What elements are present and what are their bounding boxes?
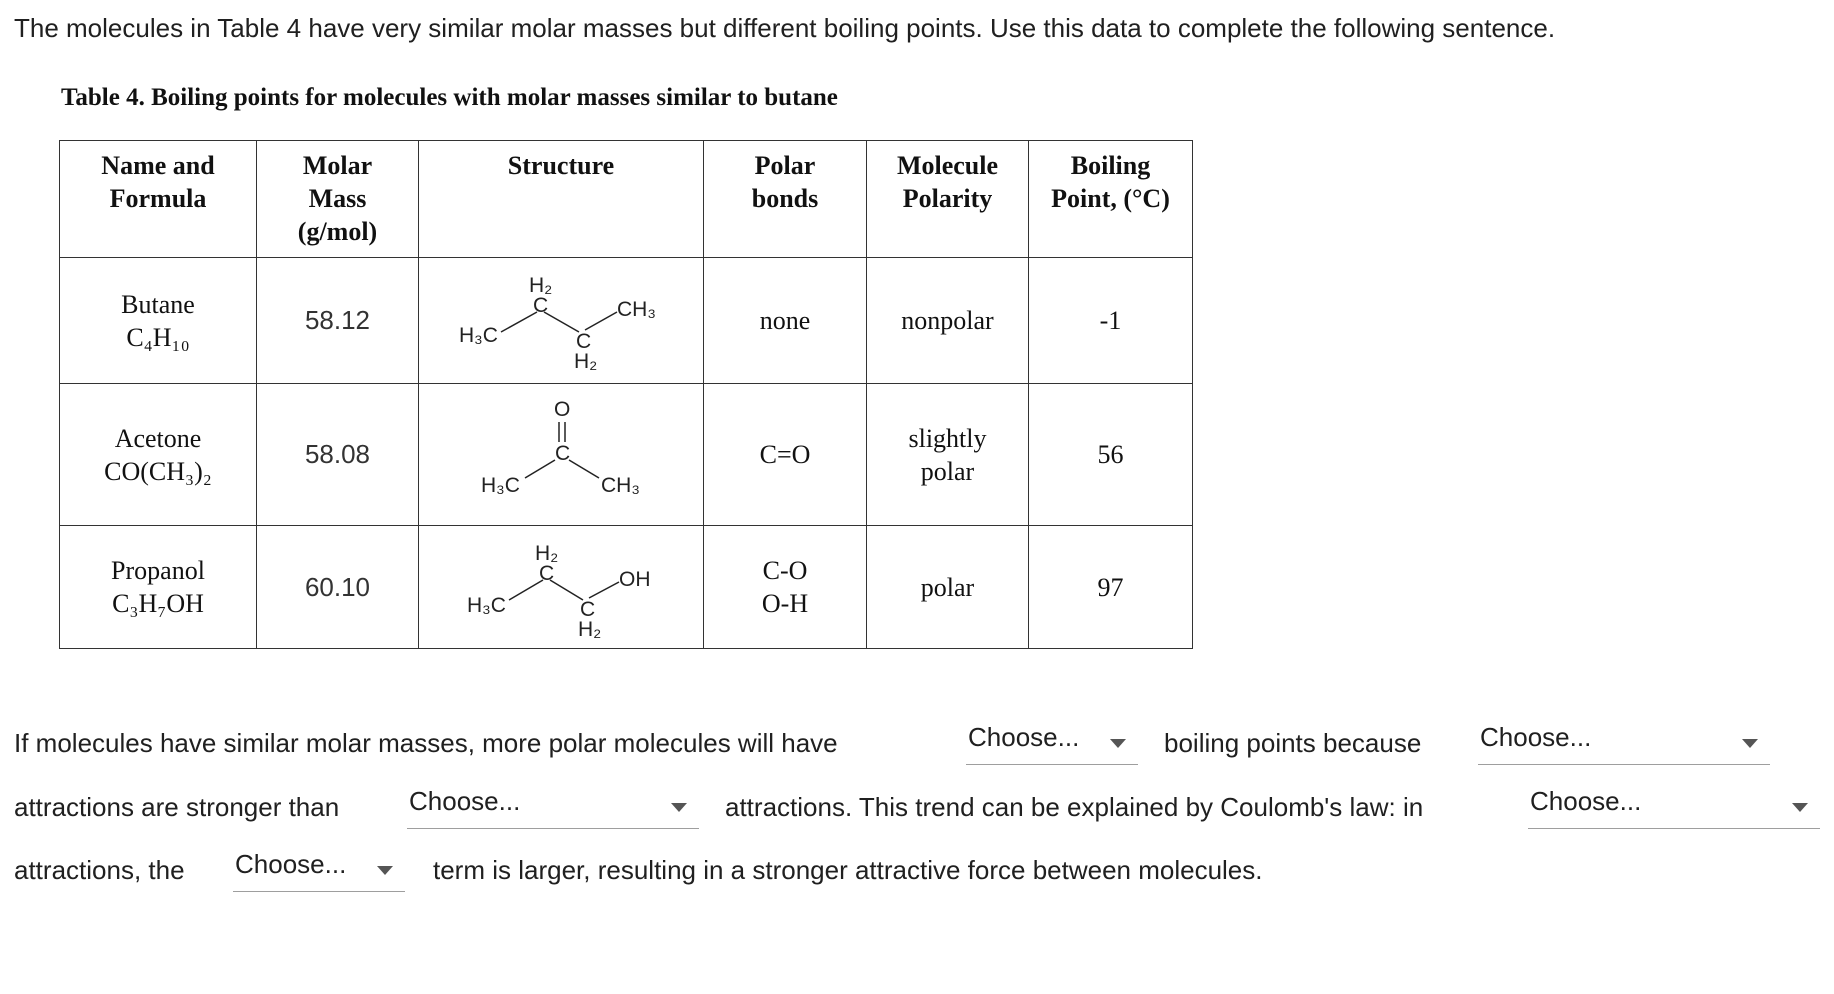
dropdown-value: Choose... — [1530, 786, 1642, 816]
structure-label: H₃C — [459, 323, 498, 347]
boiling-point-cell: 56 — [1029, 384, 1193, 526]
boiling-point-cell: 97 — [1029, 526, 1193, 649]
table-row — [60, 258, 1193, 384]
name-formula-cell: Propanol C₃H₇OH — [60, 526, 257, 649]
propanol-structure-diagram — [451, 532, 671, 642]
structure-cell — [419, 384, 704, 526]
acetone-structure-diagram — [451, 392, 671, 518]
header-molar-mass: Molar Mass (g/mol) — [257, 141, 419, 258]
structure-label: O — [554, 397, 571, 421]
polar-bonds-cell: C=O — [704, 384, 867, 526]
dropdown-coulomb-term[interactable] — [233, 839, 405, 892]
boiling-points-table — [59, 140, 1193, 649]
dropdown-value: Choose... — [235, 849, 347, 879]
dropdown-boiling-points[interactable] — [966, 712, 1138, 765]
structure-label: H₃C — [481, 473, 520, 497]
header-structure: Structure — [419, 141, 704, 258]
sentence-part-5: attractions, the — [14, 855, 185, 885]
boiling-point-cell: -1 — [1029, 258, 1193, 384]
polarity-cell: polar — [867, 526, 1029, 649]
structure-label: CH₃ — [617, 297, 656, 321]
structure-label: C — [580, 598, 596, 621]
table-header-row — [60, 141, 1193, 258]
sentence-part-6: term is larger, resulting in a stronger attractive force between molecules. — [433, 855, 1263, 885]
structure-label: H₂ — [578, 618, 602, 641]
dropdown-value: Choose... — [1480, 722, 1592, 752]
header-name-formula: Name and Formula — [60, 141, 257, 258]
molar-mass-cell: 58.12 — [257, 258, 419, 384]
sentence-part-2: boiling points because — [1164, 728, 1422, 758]
molar-mass-cell: 60.10 — [257, 526, 419, 649]
header-molecule-polarity: Molecule Polarity — [867, 141, 1029, 258]
structure-label: C — [539, 562, 555, 585]
structure-label: H₂ — [535, 542, 559, 565]
polarity-cell: slightly polar — [867, 384, 1029, 526]
structure-label: H₃C — [467, 594, 506, 617]
instructions-text: The molecules in Table 4 have very similar molar masses but different boiling points. Use this data to complete the following sentence. — [14, 13, 1556, 43]
butane-structure-diagram — [451, 266, 671, 376]
polar-bonds-cell: none — [704, 258, 867, 384]
table-row — [60, 526, 1193, 649]
sentence-part-3: attractions are stronger than — [14, 792, 340, 822]
molar-mass-cell: 58.08 — [257, 384, 419, 526]
name-formula-cell: Butane C₄H₁₀ — [60, 258, 257, 384]
chevron-down-icon — [1742, 739, 1758, 748]
table-row — [60, 384, 1193, 526]
structure-label: H₂ — [529, 273, 553, 297]
polar-bonds-cell: C-O O-H — [704, 526, 867, 649]
structure-label: C — [555, 441, 571, 465]
dropdown-attraction-type-1[interactable] — [1478, 712, 1770, 765]
table-caption: Table 4. Boiling points for molecules with molar masses similar to butane — [61, 84, 838, 111]
chevron-down-icon — [1792, 803, 1808, 812]
name-formula-cell: Acetone CO(CH₃)₂ — [60, 384, 257, 526]
dropdown-attraction-type-3[interactable] — [1528, 776, 1820, 829]
structure-label: C — [533, 293, 549, 317]
sentence-part-4: attractions. This trend can be explained by Coulomb's law: in — [725, 792, 1424, 822]
chevron-down-icon — [377, 866, 393, 875]
polarity-cell: nonpolar — [867, 258, 1029, 384]
dropdown-value: Choose... — [968, 722, 1080, 752]
structure-label: OH — [619, 568, 651, 591]
dropdown-attraction-type-2[interactable] — [407, 776, 699, 829]
header-boiling-point: Boiling Point, (°C) — [1029, 141, 1193, 258]
header-polar-bonds: Polar bonds — [704, 141, 867, 258]
chevron-down-icon — [1110, 739, 1126, 748]
structure-label: H₂ — [574, 349, 598, 373]
dropdown-value: Choose... — [409, 786, 521, 816]
structure-label: C — [576, 329, 592, 353]
structure-cell — [419, 526, 704, 649]
chevron-down-icon — [671, 803, 687, 812]
structure-label: CH₃ — [601, 473, 640, 497]
structure-cell — [419, 258, 704, 384]
sentence-part-1: If molecules have similar molar masses, more polar molecules will have — [14, 728, 838, 758]
